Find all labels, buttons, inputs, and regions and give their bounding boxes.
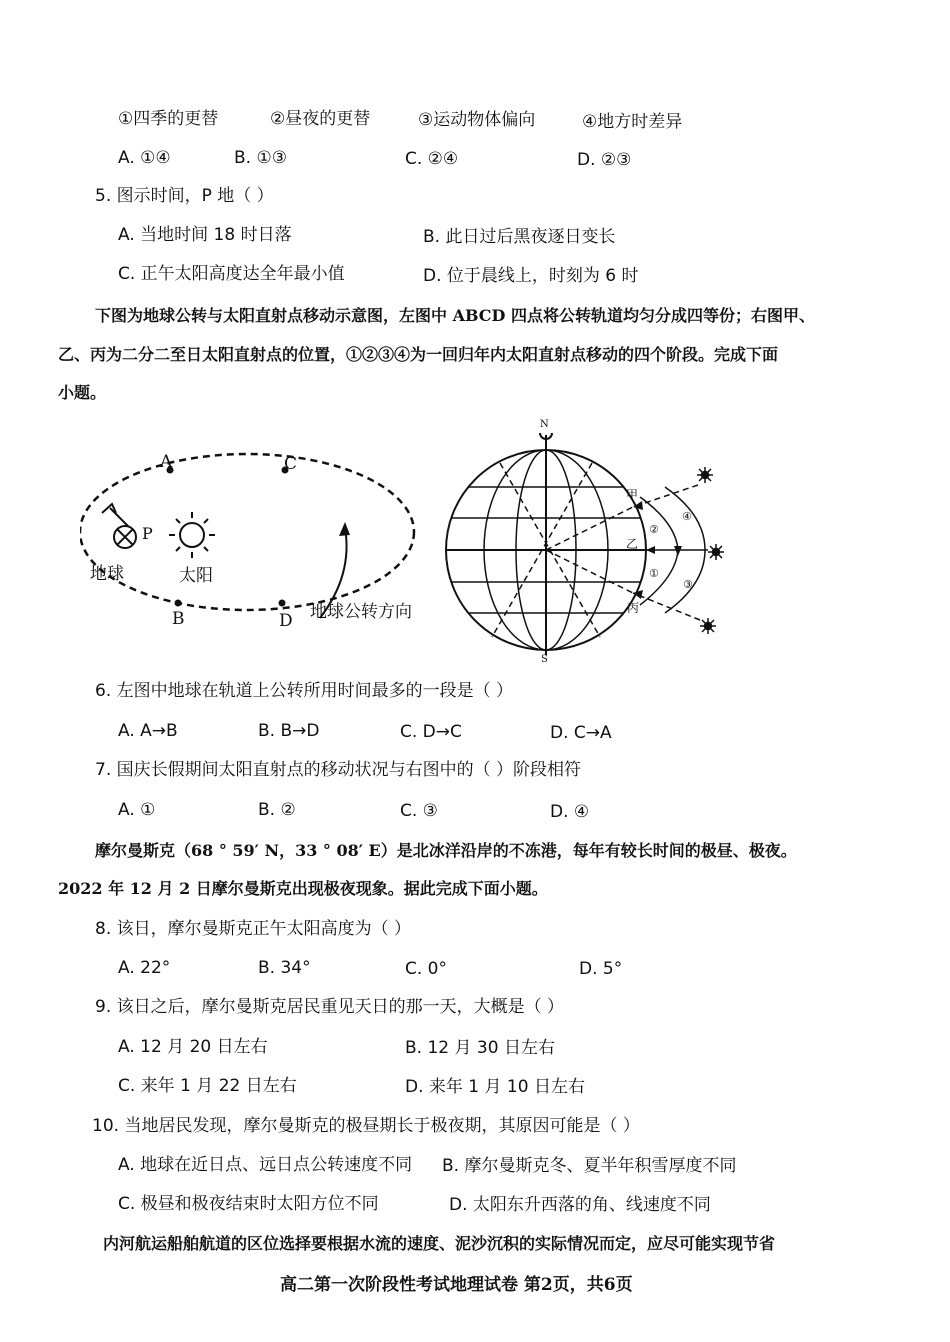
q9-option-d: D. 来年 1 月 10 日左右 [405,1077,585,1097]
q10-option-c: C. 极昼和极夜结束时太阳方位不同 [118,1194,379,1214]
q4-item-2: ②昼夜的更替 [270,109,371,129]
earth-label: 地球 [90,564,124,584]
orbit-point-b [175,600,182,607]
direct-ray-arrow-icon [646,546,655,554]
stage-1: ① [649,567,659,580]
q5-option-d: D. 位于晨线上，时刻为 6 时 [423,266,639,286]
label-c: C [284,454,298,474]
q10-option-d: D. 太阳东升西落的角、线速度不同 [449,1195,711,1215]
sun-label: 太阳 [179,566,213,586]
q5-option-a: A. 当地时间 18 时日落 [118,225,292,245]
q7-option-c: C. ③ [400,801,438,821]
label-p: P [142,524,153,543]
passage3-line: 内河航运船舶航道的区位选择要根据水流的速度、泥沙沉积的实际情况而定，应尽可能实现节省 [103,1234,776,1253]
sun-icon [700,618,716,634]
q4-option-d: D. ②③ [577,150,632,170]
q7-option-a: A. ① [118,800,156,820]
q4-option-a: A. ①④ [118,148,171,168]
q5-option-b: B. 此日过后黑夜逐日变长 [423,227,616,247]
q6-option-b: B. B→D [258,721,320,741]
page-footer: 高二第一次阶段性考试地理试卷 第2页，共6页 [280,1275,633,1295]
q7-option-b: B. ② [258,800,296,820]
q8-option-b: B. 34° [258,958,311,978]
passage1-line-1: 下图为地球公转与太阳直射点移动示意图，左图中 ABCD 四点将公转轨道均匀分成四等份；右图甲、 [95,306,815,325]
position-yi: 乙 [626,537,639,551]
q4-item-1: ①四季的更替 [118,109,219,129]
q8-option-c: C. 0° [405,959,447,979]
south-label: S [541,654,548,665]
q8-option-d: D. 5° [579,959,623,979]
q8-option-a: A. 22° [118,958,171,978]
position-bing: 丙 [627,601,640,615]
passage1-line-3: 小题。 [58,383,107,402]
q4-option-c: C. ②④ [405,149,459,169]
q9-stem: 9. 该日之后，摩尔曼斯克居民重见天日的那一天，大概是（ ） [95,997,565,1017]
q5-option-c: C. 正午太阳高度达全年最小值 [118,264,345,284]
q4-item-4: ④地方时差异 [582,112,683,132]
q4-option-b: B. ①③ [234,148,287,168]
q5-stem: 5. 图示时间，P 地（ ） [95,186,274,206]
north-label: N [540,419,549,430]
arrow-head-icon [339,522,350,536]
label-a: A [160,452,173,472]
passage2-line-2: 2022 年 12 月 2 日摩尔曼斯克出现极夜现象。据此完成下面小题。 [58,879,548,898]
q6-option-a: A. A→B [118,721,178,741]
globe-diagram [440,415,750,665]
q7-option-d: D. ④ [550,802,590,822]
stage-2: ② [649,523,659,536]
sun-icon [697,467,713,483]
q10-option-a: A. 地球在近日点、远日点公转速度不同 [118,1155,413,1175]
passage2-line-1: 摩尔曼斯克（68 ° 59′ N，33 ° 08′ E）是北冰洋沿岸的不冻港，每年有较长时间的极昼、极夜。 [95,841,797,860]
label-d: D [279,611,293,631]
position-jia: 甲 [626,488,639,502]
orbit-point-d [279,600,286,607]
stage-3: ③ [683,578,693,591]
q9-option-b: B. 12 月 30 日左右 [405,1038,555,1058]
passage1-line-2: 乙、丙为二分二至日太阳直射点的位置，①②③④为一回归年内太阳直射点移动的四个阶段。完成下面 [58,345,779,364]
q10-option-b: B. 摩尔曼斯克冬、夏半年积雪厚度不同 [442,1156,737,1176]
q7-stem: 7. 国庆长假期间太阳直射点的移动状况与右图中的（ ）阶段相符 [95,760,582,780]
sun-icon [169,512,215,558]
sun-icon [708,544,724,560]
q9-option-a: A. 12 月 20 日左右 [118,1037,268,1057]
stage-4: ④ [682,510,692,523]
earth-icon [102,504,136,548]
direction-label: 地球公转方向 [310,602,412,622]
q6-option-c: C. D→C [400,722,462,742]
q6-option-d: D. C→A [550,723,612,743]
label-b: B [172,609,185,629]
stage-arrow-icon [674,546,682,556]
q9-option-c: C. 来年 1 月 22 日左右 [118,1076,297,1096]
orbit-diagram [80,440,450,640]
q4-item-3: ③运动物体偏向 [418,110,536,130]
q6-stem: 6. 左图中地球在轨道上公转所用时间最多的一段是（ ） [95,681,514,701]
q8-stem: 8. 该日，摩尔曼斯克正午太阳高度为（ ） [95,919,412,939]
q10-stem: 10. 当地居民发现，摩尔曼斯克的极昼期长于极夜期，其原因可能是（ ） [92,1116,640,1136]
